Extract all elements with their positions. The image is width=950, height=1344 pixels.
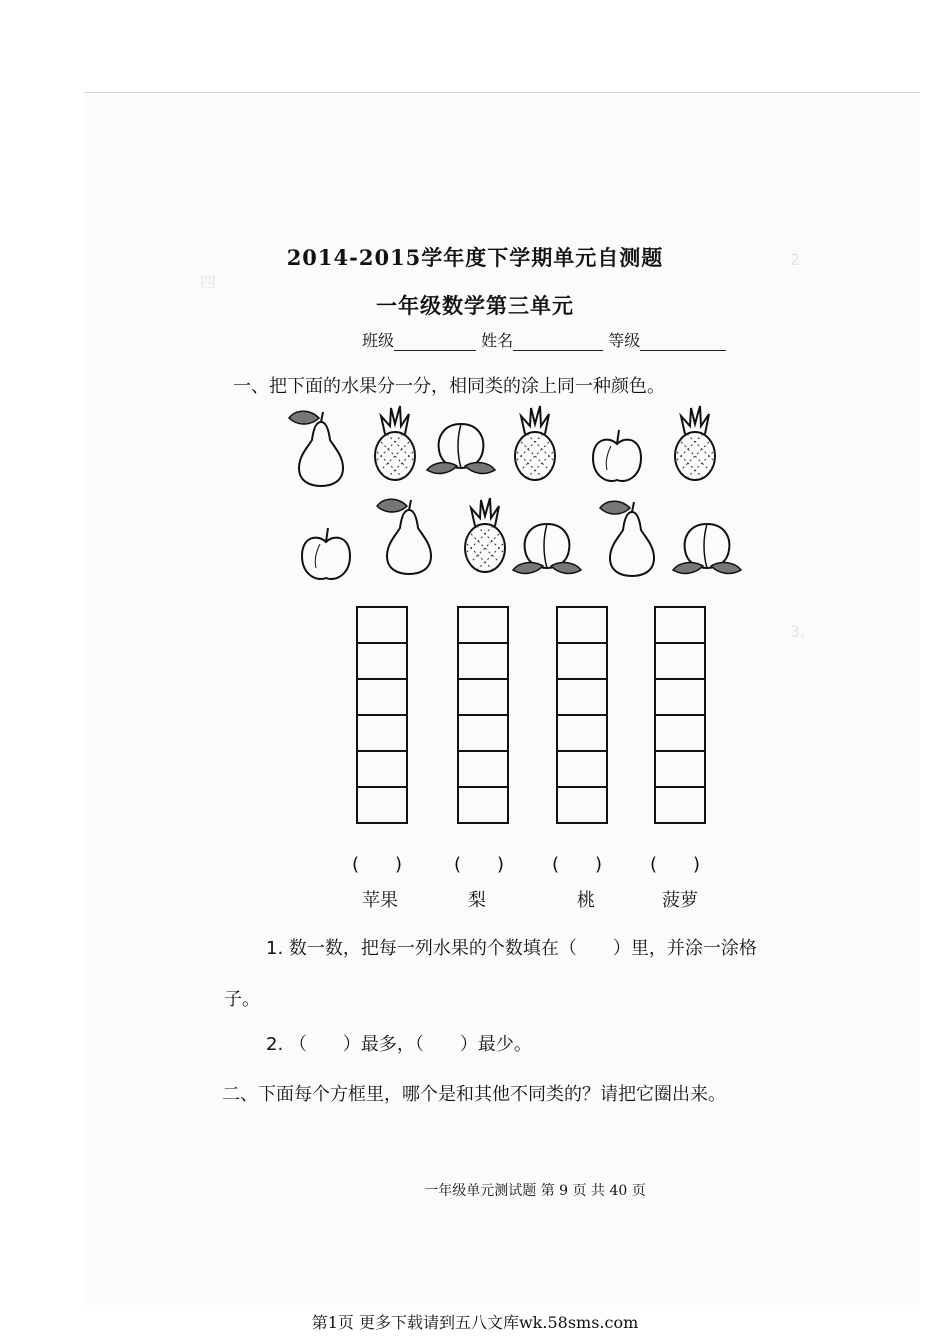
column-label-pear: 梨 xyxy=(468,890,486,911)
grid-column-pineapple xyxy=(655,607,705,823)
show-through-mark: 2. xyxy=(790,250,806,269)
grid-column-peach xyxy=(557,607,607,823)
show-through-mark: 3. xyxy=(790,622,806,641)
download-banner: 第1页 更多下载请到五八文库wk.58sms.com xyxy=(311,1313,639,1332)
question-2: 2. （ ）最多，（ ）最少。 xyxy=(266,1034,532,1055)
question-1-line2: 子。 xyxy=(224,989,260,1010)
answer-paren-peach[interactable]: ( ) xyxy=(552,854,603,875)
column-label-peach: 桃 xyxy=(577,890,595,911)
class-label: 班级 xyxy=(362,331,395,350)
grade-label: 等级 xyxy=(608,331,641,350)
column-label-apple: 苹果 xyxy=(362,890,398,911)
section2-heading: 二、下面每个方框里，哪个是和其他不同类的？请把它圈出来。 xyxy=(222,1084,726,1105)
grid-column-apple xyxy=(357,607,407,823)
section1-heading: 一、把下面的水果分一分，相同类的涂上同一种颜色。 xyxy=(233,376,665,397)
name-label: 姓名 xyxy=(481,331,514,350)
page-footer: 一年级单元测试题 第 9 页 共 40 页 xyxy=(424,1183,646,1199)
answer-paren-pineapple[interactable]: ( ) xyxy=(650,854,701,875)
show-through-mark: 四 xyxy=(200,273,217,292)
answer-paren-apple[interactable]: ( ) xyxy=(352,854,403,875)
page-title: 2014-2015学年度下学期单元自测题 xyxy=(286,245,664,270)
answer-paren-pear[interactable]: ( ) xyxy=(454,854,505,875)
page-subtitle: 一年级数学第三单元 xyxy=(376,293,574,318)
question-1-line1: 1. 数一数，把每一列水果的个数填在（ ）里，并涂一涂格 xyxy=(266,938,757,959)
grid-column-pear xyxy=(458,607,508,823)
column-label-pineapple: 菠萝 xyxy=(662,890,698,911)
